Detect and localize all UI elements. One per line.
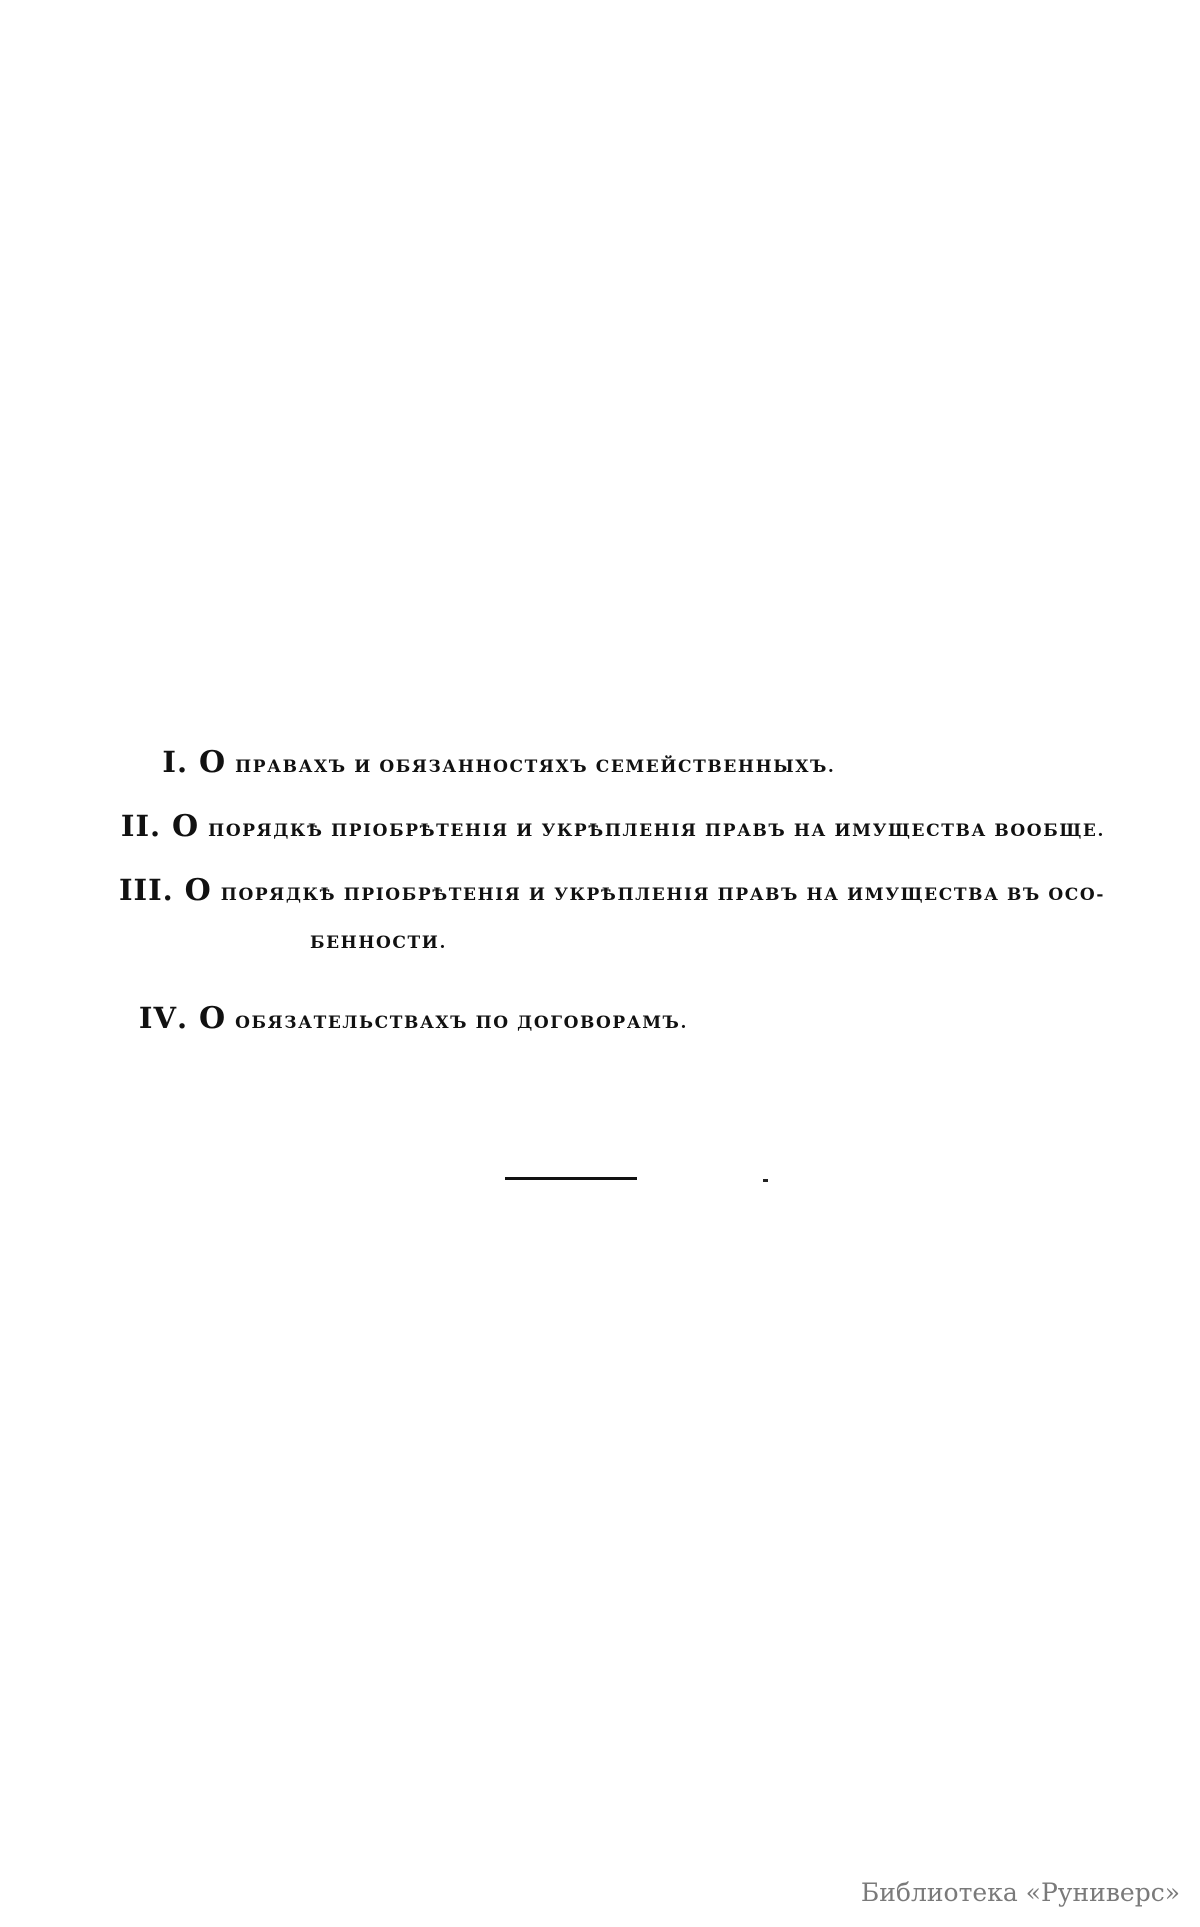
item-text: ПРАВАХЪ И ОБЯЗАННОСТЯХЪ СЕМЕЙСТВЕННЫХЪ.: [235, 757, 836, 777]
item-numeral: IV: [138, 1001, 177, 1035]
contents-item-3-continuation-row: [105, 937, 1105, 1001]
numeral-dot: .: [177, 1001, 188, 1035]
contents-item-4: [105, 1001, 1105, 1065]
item-numeral: I: [162, 745, 177, 779]
contents-item-2: [105, 809, 1105, 873]
item-lead-letter: О: [184, 873, 211, 908]
item-numeral: III: [118, 873, 163, 907]
print-speck: [763, 1179, 768, 1182]
section-divider-rule: [505, 1177, 637, 1180]
contents-list: [105, 745, 1105, 1065]
library-watermark: Библиотека «Руниверс»: [860, 1878, 1180, 1907]
item-numeral: II: [120, 809, 151, 843]
item-text-continuation: БЕННОСТИ.: [310, 933, 447, 953]
item-text: ПОРЯДКѢ ПРIОБРѢТЕНIЯ И УКРѢПЛЕНIЯ ПРАВЪ НА ИМУЩЕСТВА ВЪ ОСО-: [220, 885, 1105, 905]
item-lead-letter: О: [172, 809, 199, 844]
item-lead-letter: О: [199, 745, 226, 780]
contents-item-1: [105, 745, 1105, 809]
item-lead-letter: О: [199, 1001, 226, 1036]
numeral-dot: .: [150, 809, 161, 843]
item-text: ПОРЯДКѢ ПРIОБРѢТЕНIЯ И УКРѢПЛЕНIЯ ПРАВЪ НА ИМУЩЕСТВА ВООБЩЕ.: [208, 821, 1105, 841]
item-text: ОБЯЗАТЕЛЬСТВАХЪ ПО ДОГОВОРАМЪ.: [235, 1013, 689, 1033]
numeral-dot: .: [162, 873, 173, 907]
contents-item-3: [105, 873, 1105, 937]
numeral-dot: .: [177, 745, 188, 779]
